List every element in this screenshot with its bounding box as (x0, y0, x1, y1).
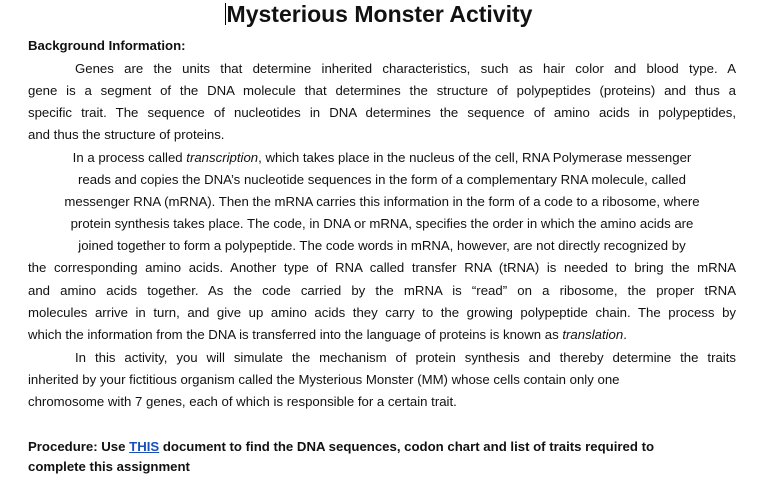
para2-line: In a process called transcription, which takes place in the nucleus of the cell, RNA Polymerase messenger (72, 150, 692, 165)
para2-line: protein synthesis takes place. The code, in DNA or mRNA, specifies the order in which the amino acids are (70, 216, 694, 231)
para2-line: and amino acids together. As the code carried by the mRNA is “read” on a ribosome, the proper tRNA (28, 283, 736, 298)
procedure-line: complete this assignment (28, 459, 190, 474)
para1-line: Genes are the units that determine inherited characteristics, such as hair color and blood type. A (75, 61, 736, 76)
text-cursor (225, 3, 226, 25)
para1-line: specific trait. The sequence of nucleotides in DNA determines the sequence of amino acids in polypeptides, (28, 105, 736, 120)
para3-line: chromosome with 7 genes, each of which is responsible for a certain trait. (28, 394, 457, 409)
para2-line: molecules arrive in turn, and give up amino acids they carry to the growing polypeptide chain. The process by (28, 305, 736, 320)
para2-line: reads and copies the DNA’s nucleotide sequences in the form of a complementary RNA molecule, called (78, 172, 686, 187)
para2-line: messenger RNA (mRNA). Then the mRNA carries this information in the form of a code to a ribosome, where (64, 194, 700, 209)
para2-line: which the information from the DNA is transferred into the language of proteins is known as translation. (28, 327, 627, 342)
this-document-link[interactable]: THIS (129, 439, 160, 454)
para2-line: the corresponding amino acids. Another type of RNA called transfer RNA (tRNA) is needed to bring the mRNA (28, 260, 736, 275)
page-title: Mysterious Monster Activity (226, 1, 533, 27)
para1-line: gene is a segment of the DNA molecule that determines the structure of polypeptides (proteins) and thus a (28, 83, 736, 98)
para2-line: joined together to form a polypeptide. The code words in mRNA, however, are not directly recognized by (78, 238, 686, 253)
term-translation: translation (562, 327, 624, 342)
para1-line: and thus the structure of proteins. (28, 127, 225, 142)
para3-line: In this activity, you will simulate the mechanism of protein synthesis and thereby determine the traits (75, 350, 736, 365)
term-transcription: transcription (186, 150, 259, 165)
para3-line: inherited by your fictitious organism called the Mysterious Monster (MM) whose cells contain only one (28, 372, 620, 387)
procedure-line: Procedure: Use THIS document to find the DNA sequences, codon chart and list of traits required to (28, 439, 655, 454)
background-heading: Background Information: (28, 38, 186, 53)
